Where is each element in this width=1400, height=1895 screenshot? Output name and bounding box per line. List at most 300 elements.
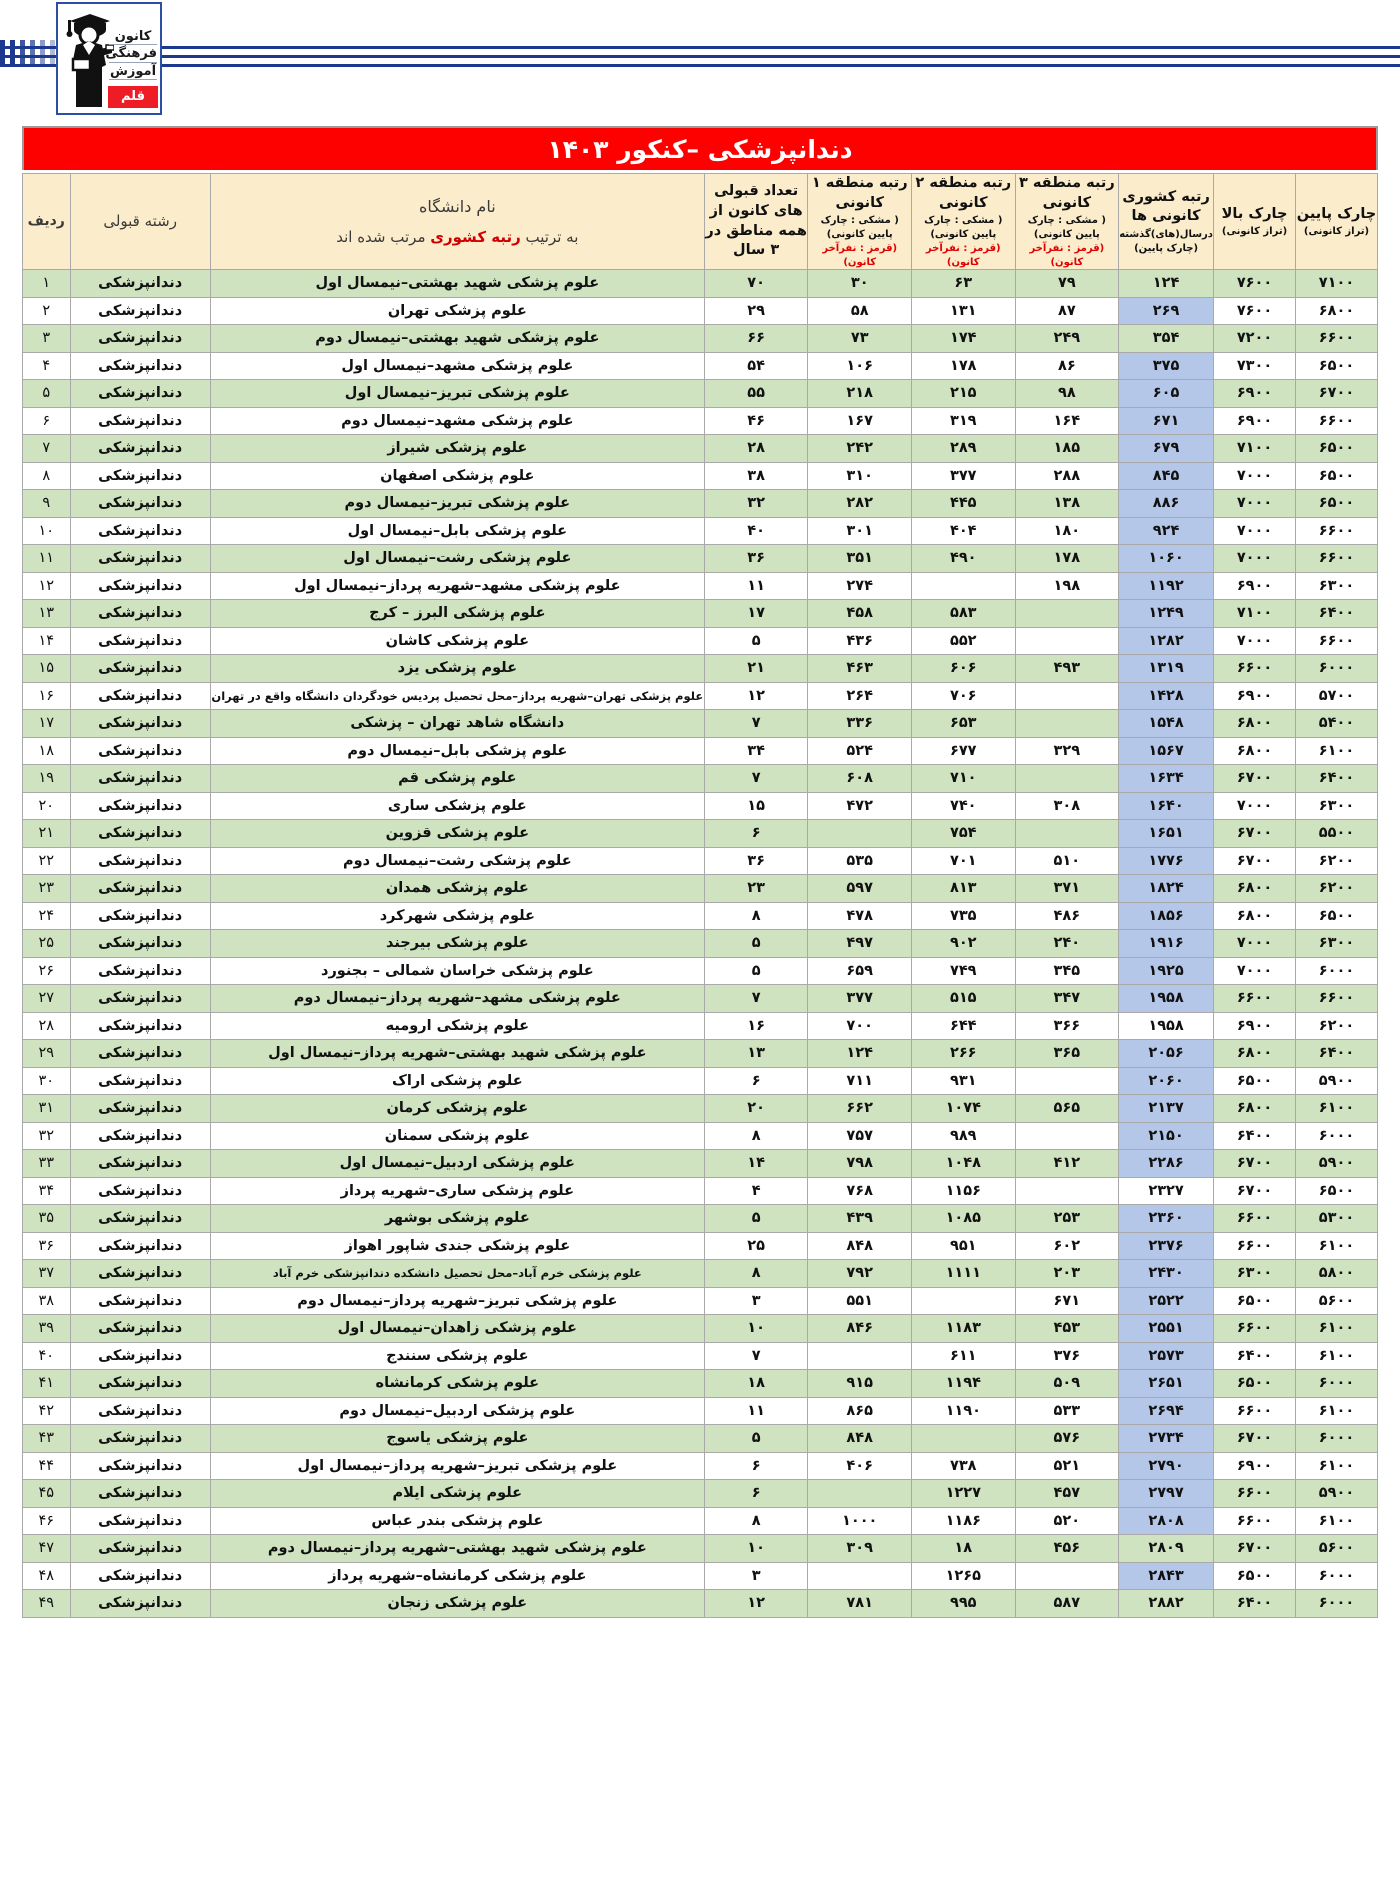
cell-zone1-rank: ۱۰۶	[808, 352, 912, 380]
cell-university-name: دانشگاه شاهد تهران – پزشکی	[210, 710, 704, 738]
cell-admission-count: ۶	[704, 820, 808, 848]
cell-zone2-rank: ۶۷۷	[911, 737, 1015, 765]
table-row	[23, 490, 1378, 518]
cell-quartile-high: ۶۶۰۰	[1214, 1480, 1296, 1508]
cell-row-index: ۶	[23, 407, 71, 435]
cell-zone1-rank: ۴۶۳	[808, 655, 912, 683]
cell-row-index: ۴	[23, 352, 71, 380]
cell-national-rank: ۱۹۵۸	[1119, 1012, 1214, 1040]
cell-zone3-rank: ۸۶	[1015, 352, 1119, 380]
table-row	[23, 1040, 1378, 1068]
cell-university-name: علوم پزشکی مشهد–نیمسال اول	[210, 352, 704, 380]
cell-university-name: علوم پزشکی ارومیه	[210, 1012, 704, 1040]
table-row	[23, 1122, 1378, 1150]
cell-row-index: ۳۸	[23, 1287, 71, 1315]
cell-zone2-rank	[911, 1287, 1015, 1315]
cell-quartile-low: ۵۹۰۰	[1296, 1150, 1378, 1178]
cell-quartile-low: ۶۶۰۰	[1296, 407, 1378, 435]
cell-zone2-rank: ۴۴۵	[911, 490, 1015, 518]
table-row	[23, 352, 1378, 380]
table-row	[23, 737, 1378, 765]
cell-admission-count: ۲۰	[704, 1095, 808, 1123]
cell-zone2-rank: ۷۰۶	[911, 682, 1015, 710]
cell-university-name: علوم پزشکی کرمانشاه–شهریه پرداز	[210, 1562, 704, 1590]
cell-field-name: دندانپزشکی	[70, 710, 210, 738]
cell-zone2-rank: ۷۵۴	[911, 820, 1015, 848]
cell-national-rank: ۱۶۴۰	[1119, 792, 1214, 820]
cell-quartile-high: ۷۰۰۰	[1214, 627, 1296, 655]
cell-quartile-low: ۶۱۰۰	[1296, 1315, 1378, 1343]
table-row	[23, 1150, 1378, 1178]
cell-quartile-high: ۶۷۰۰	[1214, 1177, 1296, 1205]
cell-university-name: علوم پزشکی شهید بهشتی–شهریه پرداز–نیمسال دوم	[210, 1535, 704, 1563]
table-row	[23, 1232, 1378, 1260]
cell-national-rank: ۲۰۶۰	[1119, 1067, 1214, 1095]
cell-quartile-low: ۶۵۰۰	[1296, 352, 1378, 380]
col-header-quartile-low-sub: (تراز کانونی)	[1303, 226, 1370, 238]
cell-zone1-rank: ۴۷۲	[808, 792, 912, 820]
cell-admission-count: ۵	[704, 627, 808, 655]
cell-national-rank: ۱۳۱۹	[1119, 655, 1214, 683]
cell-admission-count: ۶۶	[704, 325, 808, 353]
cell-zone1-rank: ۲۶۴	[808, 682, 912, 710]
cell-field-name: دندانپزشکی	[70, 1205, 210, 1233]
cell-row-index: ۴۲	[23, 1397, 71, 1425]
cell-university-name: علوم پزشکی بندر عباس	[210, 1507, 704, 1535]
cell-quartile-low: ۶۲۰۰	[1296, 847, 1378, 875]
cell-field-name: دندانپزشکی	[70, 1122, 210, 1150]
cell-national-rank: ۲۵۵۱	[1119, 1315, 1214, 1343]
cell-national-rank: ۱۱۹۲	[1119, 572, 1214, 600]
cell-national-rank: ۱۶۳۴	[1119, 765, 1214, 793]
cell-zone1-rank: ۵۲۴	[808, 737, 912, 765]
cell-zone2-rank: ۱۱۸۳	[911, 1315, 1015, 1343]
cell-row-index: ۲۲	[23, 847, 71, 875]
cell-zone3-rank: ۵۶۵	[1015, 1095, 1119, 1123]
cell-university-name: علوم پزشکی شهید بهشتی–شهریه پرداز–نیمسال اول	[210, 1040, 704, 1068]
cell-row-index: ۱۸	[23, 737, 71, 765]
cell-zone1-rank	[808, 820, 912, 848]
cell-quartile-low: ۶۰۰۰	[1296, 1122, 1378, 1150]
cell-quartile-high: ۷۳۰۰	[1214, 352, 1296, 380]
cell-admission-count: ۸	[704, 902, 808, 930]
cell-university-name: علوم پزشکی شهرکرد	[210, 902, 704, 930]
cell-zone2-rank: ۴۹۰	[911, 545, 1015, 573]
cell-zone2-rank: ۱۷۴	[911, 325, 1015, 353]
cell-field-name: دندانپزشکی	[70, 737, 210, 765]
cell-national-rank: ۲۱۳۷	[1119, 1095, 1214, 1123]
cell-zone1-rank: ۸۴۸	[808, 1425, 912, 1453]
cell-zone1-rank: ۷۰۰	[808, 1012, 912, 1040]
cell-admission-count: ۲۹	[704, 297, 808, 325]
col-header-zone2-sub1: ( مشکی : چارک پایین کانونی)	[924, 215, 1003, 240]
cell-admission-count: ۸	[704, 1122, 808, 1150]
cell-admission-count: ۴۶	[704, 407, 808, 435]
cell-university-name: علوم پزشکی ایلام	[210, 1480, 704, 1508]
cell-row-index: ۳۹	[23, 1315, 71, 1343]
table-row	[23, 435, 1378, 463]
cell-row-index: ۱۵	[23, 655, 71, 683]
cell-quartile-low: ۶۵۰۰	[1296, 1177, 1378, 1205]
cell-row-index: ۲۱	[23, 820, 71, 848]
cell-admission-count: ۱۱	[704, 572, 808, 600]
cell-admission-count: ۵۴	[704, 352, 808, 380]
cell-quartile-high: ۶۶۰۰	[1214, 1507, 1296, 1535]
cell-university-name: علوم پزشکی یزد	[210, 655, 704, 683]
cell-national-rank: ۲۳۷۶	[1119, 1232, 1214, 1260]
cell-zone2-rank: ۷۳۵	[911, 902, 1015, 930]
cell-zone1-rank: ۴۵۸	[808, 600, 912, 628]
cell-quartile-high: ۶۵۰۰	[1214, 1562, 1296, 1590]
table-row	[23, 1067, 1378, 1095]
table-row	[23, 820, 1378, 848]
cell-zone1-rank: ۴۳۶	[808, 627, 912, 655]
cell-admission-count: ۵	[704, 1425, 808, 1453]
cell-row-index: ۲۷	[23, 985, 71, 1013]
cell-quartile-low: ۶۶۰۰	[1296, 627, 1378, 655]
cell-zone1-rank: ۳۱۰	[808, 462, 912, 490]
cell-quartile-high: ۷۰۰۰	[1214, 930, 1296, 958]
cell-zone2-rank: ۲۱۵	[911, 380, 1015, 408]
cell-national-rank: ۲۳۶۰	[1119, 1205, 1214, 1233]
cell-zone2-rank: ۳۱۹	[911, 407, 1015, 435]
cell-quartile-low: ۵۴۰۰	[1296, 710, 1378, 738]
col-header-national-rank-sub2: (چارک پایین)	[1134, 243, 1199, 255]
cell-university-name: علوم پزشکی شیراز	[210, 435, 704, 463]
cell-zone1-rank: ۲۷۴	[808, 572, 912, 600]
cell-zone2-rank: ۱۰۸۵	[911, 1205, 1015, 1233]
cell-university-name: علوم پزشکی رشت–نیمسال دوم	[210, 847, 704, 875]
cell-university-name: علوم پزشکی تبریز–نیمسال دوم	[210, 490, 704, 518]
cell-zone2-rank: ۶۴۴	[911, 1012, 1015, 1040]
cell-quartile-high: ۶۴۰۰	[1214, 1342, 1296, 1370]
cell-quartile-high: ۶۸۰۰	[1214, 875, 1296, 903]
col-header-zone1-sub1: ( مشکی : چارک پایین کانونی)	[820, 215, 899, 240]
cell-zone1-rank: ۵۸	[808, 297, 912, 325]
cell-row-index: ۴۰	[23, 1342, 71, 1370]
cell-field-name: دندانپزشکی	[70, 297, 210, 325]
cell-quartile-high: ۶۹۰۰	[1214, 572, 1296, 600]
cell-field-name: دندانپزشکی	[70, 352, 210, 380]
cell-zone2-rank: ۷۳۸	[911, 1452, 1015, 1480]
cell-national-rank: ۱۸۲۴	[1119, 875, 1214, 903]
cell-row-index: ۷	[23, 435, 71, 463]
cell-national-rank: ۲۸۸۲	[1119, 1590, 1214, 1618]
table-row	[23, 792, 1378, 820]
cell-admission-count: ۳	[704, 1562, 808, 1590]
table-row	[23, 380, 1378, 408]
cell-zone3-rank	[1015, 765, 1119, 793]
cell-zone3-rank: ۵۱۰	[1015, 847, 1119, 875]
table-row	[23, 682, 1378, 710]
cell-university-name: علوم پزشکی بابل–نیمسال دوم	[210, 737, 704, 765]
cell-row-index: ۳	[23, 325, 71, 353]
cell-row-index: ۳۳	[23, 1150, 71, 1178]
col-header-quartile-high: چارک بالا (تراز کانونی)	[1214, 174, 1296, 270]
cell-field-name: دندانپزشکی	[70, 435, 210, 463]
cell-national-rank: ۱۲۸۲	[1119, 627, 1214, 655]
cell-field-name: دندانپزشکی	[70, 1067, 210, 1095]
cell-zone3-rank: ۳۲۹	[1015, 737, 1119, 765]
cell-admission-count: ۱۷	[704, 600, 808, 628]
cell-zone3-rank: ۹۸	[1015, 380, 1119, 408]
cell-zone3-rank: ۴۸۶	[1015, 902, 1119, 930]
cell-field-name: دندانپزشکی	[70, 957, 210, 985]
cell-university-name: علوم پزشکی کاشان	[210, 627, 704, 655]
cell-zone3-rank: ۱۷۸	[1015, 545, 1119, 573]
cell-zone1-rank: ۸۶۵	[808, 1397, 912, 1425]
cell-quartile-high: ۶۷۰۰	[1214, 820, 1296, 848]
cell-quartile-high: ۶۶۰۰	[1214, 1205, 1296, 1233]
cell-zone1-rank: ۷۳	[808, 325, 912, 353]
col-header-university-note: به ترتیب رتبه کشوری مرتب شده اند	[336, 227, 579, 246]
table-row	[23, 1342, 1378, 1370]
cell-admission-count: ۵	[704, 957, 808, 985]
cell-zone1-rank	[808, 1480, 912, 1508]
cell-university-name: علوم پزشکی شهید بهشتی–نیمسال اول	[210, 270, 704, 298]
cell-university-name: علوم پزشکی کرمانشاه	[210, 1370, 704, 1398]
cell-zone1-rank: ۳۰۹	[808, 1535, 912, 1563]
cell-zone3-rank: ۱۶۴	[1015, 407, 1119, 435]
table-row	[23, 985, 1378, 1013]
cell-quartile-high: ۶۹۰۰	[1214, 682, 1296, 710]
cell-national-rank: ۲۸۰۸	[1119, 1507, 1214, 1535]
cell-zone2-rank: ۱۱۱۱	[911, 1260, 1015, 1288]
cell-zone3-rank: ۱۳۸	[1015, 490, 1119, 518]
cell-admission-count: ۱۳	[704, 1040, 808, 1068]
header-rule-lines	[0, 46, 1400, 76]
cell-zone2-rank: ۶۰۶	[911, 655, 1015, 683]
cell-zone1-rank: ۳۰	[808, 270, 912, 298]
cell-quartile-low: ۶۶۰۰	[1296, 985, 1378, 1013]
cell-row-index: ۴۶	[23, 1507, 71, 1535]
cell-row-index: ۳۱	[23, 1095, 71, 1123]
cell-university-name: علوم پزشکی زنجان	[210, 1590, 704, 1618]
cell-quartile-low: ۶۴۰۰	[1296, 765, 1378, 793]
cell-zone2-rank: ۱۲۲۷	[911, 1480, 1015, 1508]
cell-zone3-rank	[1015, 820, 1119, 848]
cell-quartile-high: ۷۲۰۰	[1214, 325, 1296, 353]
cell-zone1-rank	[808, 1562, 912, 1590]
cell-zone3-rank	[1015, 682, 1119, 710]
cell-quartile-low: ۶۵۰۰	[1296, 490, 1378, 518]
cell-zone3-rank	[1015, 1067, 1119, 1095]
cell-row-index: ۲۶	[23, 957, 71, 985]
cell-university-name: علوم پزشکی تبریز–شهریه پرداز–نیمسال اول	[210, 1452, 704, 1480]
table-row	[23, 1425, 1378, 1453]
cell-quartile-high: ۶۶۰۰	[1214, 1397, 1296, 1425]
cell-quartile-low: ۶۳۰۰	[1296, 792, 1378, 820]
cell-field-name: دندانپزشکی	[70, 985, 210, 1013]
cell-university-name: علوم پزشکی ساری	[210, 792, 704, 820]
cell-national-rank: ۲۶۵۱	[1119, 1370, 1214, 1398]
cell-field-name: دندانپزشکی	[70, 325, 210, 353]
cell-zone1-rank: ۵۹۷	[808, 875, 912, 903]
cell-quartile-high: ۶۹۰۰	[1214, 1012, 1296, 1040]
cell-national-rank: ۲۰۵۶	[1119, 1040, 1214, 1068]
brand-line-3: آموزش	[109, 63, 157, 79]
cell-admission-count: ۷	[704, 985, 808, 1013]
cell-zone2-rank: ۶۱۱	[911, 1342, 1015, 1370]
cell-zone2-rank: ۹۹۵	[911, 1590, 1015, 1618]
cell-zone3-rank: ۱۸۵	[1015, 435, 1119, 463]
cell-quartile-low: ۶۱۰۰	[1296, 1507, 1378, 1535]
cell-admission-count: ۷۰	[704, 270, 808, 298]
col-header-count-line3: در ۳ سال	[705, 222, 780, 259]
cell-zone2-rank: ۷۴۰	[911, 792, 1015, 820]
table-row	[23, 1370, 1378, 1398]
cell-admission-count: ۴۰	[704, 517, 808, 545]
cell-zone3-rank: ۵۰۹	[1015, 1370, 1119, 1398]
col-header-zone3-sub2: (قرمز : نفرآخر کانون)	[1029, 243, 1105, 268]
table-row	[23, 1315, 1378, 1343]
cell-quartile-low: ۶۲۰۰	[1296, 1012, 1378, 1040]
kanoon-logo	[56, 2, 162, 126]
cell-university-name: علوم پزشکی مشهد–نیمسال دوم	[210, 407, 704, 435]
cell-row-index: ۱۲	[23, 572, 71, 600]
cell-field-name: دندانپزشکی	[70, 847, 210, 875]
cell-quartile-low: ۶۱۰۰	[1296, 1397, 1378, 1425]
cell-admission-count: ۳۶	[704, 545, 808, 573]
col-header-university: نام دانشگاه به ترتیب رتبه کشوری مرتب شده اند	[210, 174, 704, 270]
cell-zone1-rank: ۸۴۸	[808, 1232, 912, 1260]
cell-zone3-rank: ۴۵۷	[1015, 1480, 1119, 1508]
cell-quartile-high: ۶۴۰۰	[1214, 1122, 1296, 1150]
table-row	[23, 710, 1378, 738]
cell-zone1-rank: ۷۵۷	[808, 1122, 912, 1150]
cell-field-name: دندانپزشکی	[70, 1535, 210, 1563]
table-row	[23, 1535, 1378, 1563]
cell-zone3-rank: ۶۷۱	[1015, 1287, 1119, 1315]
cell-university-name: علوم پزشکی همدان	[210, 875, 704, 903]
cell-row-index: ۲۵	[23, 930, 71, 958]
cell-zone2-rank: ۸۱۳	[911, 875, 1015, 903]
cell-zone3-rank	[1015, 710, 1119, 738]
cell-field-name: دندانپزشکی	[70, 380, 210, 408]
table-row	[23, 1562, 1378, 1590]
cell-zone1-rank: ۱۲۴	[808, 1040, 912, 1068]
cell-row-index: ۱۱	[23, 545, 71, 573]
col-header-zone3-sub1: ( مشکی : چارک پایین کانونی)	[1027, 215, 1106, 240]
cell-zone3-rank: ۳۶۶	[1015, 1012, 1119, 1040]
cell-national-rank: ۲۷۹۰	[1119, 1452, 1214, 1480]
cell-row-index: ۱۰	[23, 517, 71, 545]
cell-field-name: دندانپزشکی	[70, 1232, 210, 1260]
cell-row-index: ۲۳	[23, 875, 71, 903]
cell-field-name: دندانپزشکی	[70, 545, 210, 573]
cell-zone1-rank: ۲۴۲	[808, 435, 912, 463]
table-header	[23, 174, 1378, 270]
cell-zone1-rank	[808, 1342, 912, 1370]
cell-zone3-rank: ۵۷۶	[1015, 1425, 1119, 1453]
cell-university-name: علوم پزشکی زاهدان–نیمسال اول	[210, 1315, 704, 1343]
cell-row-index: ۴۵	[23, 1480, 71, 1508]
cell-national-rank: ۱۰۶۰	[1119, 545, 1214, 573]
cell-university-name: علوم پزشکی اراک	[210, 1067, 704, 1095]
cell-field-name: دندانپزشکی	[70, 627, 210, 655]
cell-zone3-rank: ۲۰۳	[1015, 1260, 1119, 1288]
cell-quartile-low: ۶۲۰۰	[1296, 875, 1378, 903]
cell-national-rank: ۲۳۲۷	[1119, 1177, 1214, 1205]
cell-zone3-rank: ۴۹۳	[1015, 655, 1119, 683]
table-row	[23, 572, 1378, 600]
cell-admission-count: ۵	[704, 930, 808, 958]
table-row	[23, 270, 1378, 298]
header-tick-marks	[0, 40, 55, 66]
cell-national-rank: ۱۲۴	[1119, 270, 1214, 298]
cell-zone2-rank	[911, 1425, 1015, 1453]
cell-zone2-rank: ۷۴۹	[911, 957, 1015, 985]
cell-quartile-low: ۶۶۰۰	[1296, 517, 1378, 545]
cell-national-rank: ۲۵۲۲	[1119, 1287, 1214, 1315]
cell-admission-count: ۶	[704, 1067, 808, 1095]
cell-quartile-high: ۶۵۰۰	[1214, 1287, 1296, 1315]
table-row	[23, 902, 1378, 930]
col-header-zone1: رتبه منطقه ۱ کانونی ( مشکی : چارک پایین کانونی) (قرمز : نفرآخر کانون)	[808, 174, 912, 270]
cell-zone3-rank: ۳۷۱	[1015, 875, 1119, 903]
cell-national-rank: ۱۸۵۶	[1119, 902, 1214, 930]
cell-quartile-low: ۶۴۰۰	[1296, 600, 1378, 628]
cell-quartile-high: ۷۰۰۰	[1214, 792, 1296, 820]
cell-quartile-low: ۶۱۰۰	[1296, 737, 1378, 765]
cell-quartile-low: ۵۶۰۰	[1296, 1287, 1378, 1315]
cell-zone2-rank: ۹۰۲	[911, 930, 1015, 958]
cell-quartile-high: ۶۷۰۰	[1214, 1150, 1296, 1178]
cell-quartile-high: ۶۸۰۰	[1214, 737, 1296, 765]
cell-quartile-low: ۶۰۰۰	[1296, 1425, 1378, 1453]
cell-row-index: ۵	[23, 380, 71, 408]
table-row	[23, 1287, 1378, 1315]
cell-zone3-rank: ۳۷۶	[1015, 1342, 1119, 1370]
cell-national-rank: ۱۷۷۶	[1119, 847, 1214, 875]
cell-row-index: ۹	[23, 490, 71, 518]
cell-national-rank: ۶۷۹	[1119, 435, 1214, 463]
cell-zone1-rank: ۷۱۱	[808, 1067, 912, 1095]
brand-wordmark	[105, 29, 157, 82]
cell-admission-count: ۳۶	[704, 847, 808, 875]
cell-quartile-high: ۶۶۰۰	[1214, 1232, 1296, 1260]
table-row	[23, 1012, 1378, 1040]
cell-row-index: ۳۵	[23, 1205, 71, 1233]
cell-zone1-rank: ۴۳۹	[808, 1205, 912, 1233]
cell-row-index: ۱۷	[23, 710, 71, 738]
cell-quartile-high: ۶۶۰۰	[1214, 985, 1296, 1013]
cell-zone1-rank: ۸۴۶	[808, 1315, 912, 1343]
cell-national-rank: ۲۶۹۴	[1119, 1397, 1214, 1425]
cell-university-name: علوم پزشکی کرمان	[210, 1095, 704, 1123]
table-row	[23, 1590, 1378, 1618]
cell-zone2-rank: ۵۵۲	[911, 627, 1015, 655]
table-row	[23, 462, 1378, 490]
cell-university-name: علوم پزشکی تبریز–نیمسال اول	[210, 380, 704, 408]
cell-national-rank: ۸۸۶	[1119, 490, 1214, 518]
cell-quartile-low: ۶۰۰۰	[1296, 1590, 1378, 1618]
cell-quartile-high: ۶۸۰۰	[1214, 710, 1296, 738]
cell-zone3-rank: ۴۱۲	[1015, 1150, 1119, 1178]
cell-zone2-rank: ۱۰۷۴	[911, 1095, 1015, 1123]
cell-zone2-rank: ۱۷۸	[911, 352, 1015, 380]
cell-zone2-rank: ۳۷۷	[911, 462, 1015, 490]
cell-national-rank: ۹۲۴	[1119, 517, 1214, 545]
cell-zone1-rank: ۵۳۵	[808, 847, 912, 875]
cell-zone3-rank: ۱۹۸	[1015, 572, 1119, 600]
brand-line-1: کانون	[109, 30, 157, 45]
cell-quartile-high: ۶۷۰۰	[1214, 765, 1296, 793]
cell-national-rank: ۱۴۲۸	[1119, 682, 1214, 710]
cell-national-rank: ۶۰۵	[1119, 380, 1214, 408]
col-header-national-rank: رتبه کشوری کانونی ها درسال(های)گذشته (چارک پایین)	[1119, 174, 1214, 270]
cell-zone3-rank: ۶۰۲	[1015, 1232, 1119, 1260]
